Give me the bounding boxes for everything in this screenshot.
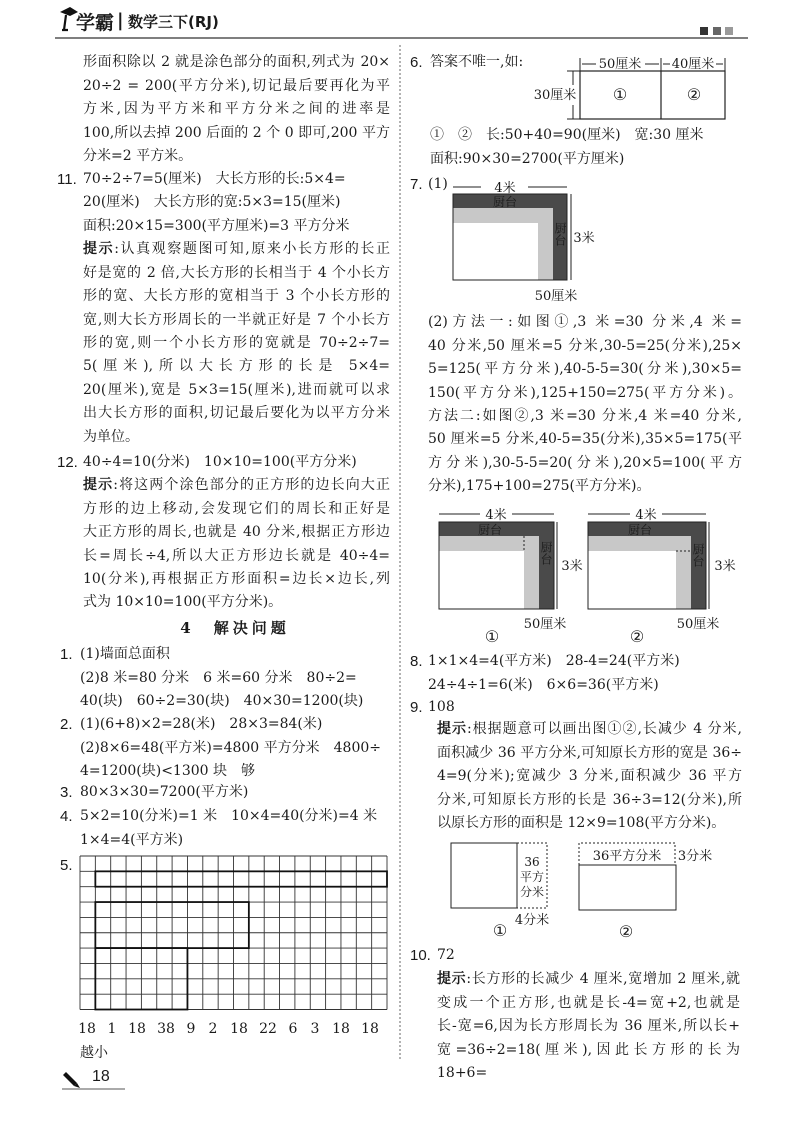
dim-label: 50厘米 — [598, 57, 642, 72]
q5-answer: 22 — [259, 1021, 277, 1037]
text-line: 40 分米,50 厘米=5 分米,30-5=25(分米),25× — [428, 337, 742, 354]
area-label: 36 — [524, 855, 540, 869]
text-line: 分米,可知原长方形的长是 36÷3=12(分米),所 — [437, 791, 742, 808]
text-line: 50 厘米=5 分米,40-5=35(分米),35×5=175(平 — [428, 431, 742, 448]
q5-answer: 38 — [157, 1021, 175, 1037]
section-heading: 4 解决问题 — [180, 619, 290, 637]
question-number: 11. — [57, 171, 77, 189]
q5-answer: 2 — [208, 1021, 218, 1037]
header-square — [700, 27, 708, 35]
dim-label: 3米 — [714, 559, 736, 574]
text-line: 形的宽,则一个小长方形的宽就是 70÷2÷7= — [83, 334, 390, 351]
hint-text: :根据题意可以画出图①②,长减少 4 分米, — [466, 721, 742, 738]
text-line: (1)(6+8)×2=28(米) 28×3=84(米) — [80, 716, 323, 733]
drawn-rectangles — [95, 871, 387, 1009]
text-line: 出大长方形的面积,切记最后要化为以平方分米 — [83, 405, 390, 422]
counter-label: 厨台 — [627, 523, 653, 537]
text-line: (2)8 米=80 分米 6 米=60 分米 80÷2= — [80, 669, 357, 686]
text-line: 大正方形的周长,也就是 40 分米,根据正方形边 — [83, 524, 390, 541]
q9-figure-one — [451, 843, 549, 940]
text-line: 24÷4÷1=6(米) 6×6=36(平方米) — [428, 676, 659, 693]
text-line: 长=周长÷4,所以大正方形边长就是 40÷4= — [83, 547, 390, 564]
text-line: 4=9(分米);宽减少 3 分米,面积减少 36 平方 — [437, 768, 742, 785]
counter-label: 厨台 — [492, 195, 518, 209]
area-label: 分米 — [519, 885, 545, 899]
book-title: 数学三下(RJ) — [128, 13, 219, 31]
q5-answer: 9 — [186, 1021, 196, 1037]
text-line: ① ② 长:50+40=90(厘米) 宽:30 厘米 — [430, 127, 704, 144]
text-line: 20÷2 = 200(平方分米),切记最后要再化为平 — [83, 77, 390, 94]
text-line: 150(平方分米),125+150=275(平方分米)。 — [428, 384, 742, 401]
dim-label: 4米 — [485, 508, 507, 523]
dim-label: 30厘米 — [533, 88, 577, 103]
q6-rectangle-figure — [534, 56, 725, 119]
text-line — [437, 968, 740, 991]
rectangle-1x19 — [95, 871, 387, 886]
dim-label: 50厘米 — [523, 617, 567, 632]
text-line: 72 — [437, 947, 455, 964]
text-line: 20(厘米),宽是 5×3=15(厘米),进而就可以求 — [83, 381, 390, 398]
hint-label: 提示 — [437, 721, 467, 738]
figure-label: ② — [618, 922, 634, 941]
text-line: 方分米),30-5-5=20(分米),20×5=100(平方 — [428, 454, 742, 471]
question-number: 3. — [60, 784, 73, 802]
kitchen-counter-figure — [453, 180, 595, 304]
header-separator: | — [117, 10, 124, 31]
brand-logo: 学霸 — [76, 12, 115, 34]
dim-label: 50厘米 — [534, 289, 578, 304]
text-line: 宽,则大长方形周长的一半就正好是 7 个小长方 — [83, 311, 390, 328]
text-line: (1) — [428, 176, 448, 193]
area-label: 平方 — [519, 870, 545, 884]
text-line: 方米,因为平方米和平方分米之间的进率是 — [83, 101, 390, 118]
text-line: 4=1200(块)<1300 块 够 — [80, 763, 255, 780]
text-line: 40÷4=10(分米) 10×10=100(平方分米) — [83, 454, 357, 471]
text-line: 100,所以去掉 200 后面的 2 个 0 即可,200 平方 — [83, 124, 390, 141]
text-line — [437, 718, 742, 741]
question-number: 6. — [410, 54, 423, 72]
text-line: 40(块) 60÷2=30(块) 40×30=1200(块) — [80, 693, 364, 710]
question-number: 2. — [60, 716, 73, 734]
question-number: 9. — [410, 699, 423, 717]
region-label: ① — [612, 85, 628, 104]
q9-figure-two — [579, 843, 712, 941]
hint-label: 提示 — [437, 971, 467, 988]
figure-label: ① — [492, 921, 508, 940]
text-line: 80×3×30=7200(平方米) — [80, 784, 249, 801]
dim-label: 3分米 — [677, 849, 713, 864]
hint-text: :将这两个涂色部分的正方形的边长向大正 — [113, 477, 391, 494]
text-line: 5(厘米),所以大长方形的长是 5×4= — [83, 358, 390, 375]
text-line: (1)墙面总面积 — [80, 646, 170, 663]
area-label: 36平方分米 — [592, 849, 662, 864]
text-line: 面积减少 36 平方分米,可知原长方形的宽是 36÷ — [437, 744, 742, 761]
q5-conclusion: 越小 — [80, 1045, 108, 1061]
dim-label: 3米 — [561, 559, 583, 574]
text-line: 1×1×4=4(平方米) 28-4=24(平方米) — [428, 653, 680, 670]
text-line: 答案不唯一,如: — [430, 54, 524, 71]
figure-label: ② — [629, 627, 645, 646]
hint-text: :长方形的长减少 4 厘米,宽增加 2 厘米,就 — [466, 971, 741, 988]
text-line: 形的宽、大长方形的宽相当于 3 个小长方形的 — [83, 288, 390, 305]
counter-label: 厨台 — [691, 543, 705, 567]
pencil-icon — [63, 1072, 80, 1088]
dim-label: 50厘米 — [676, 617, 720, 632]
text-line: (2)方法一:如图①,3 米=30 分米,4 米= — [428, 314, 742, 331]
question-number: 7. — [410, 176, 423, 194]
text-line: 好是宽的 2 倍,大长方形的长相当于 4 个小长方 — [83, 264, 390, 281]
text-line: 式为 10×10=100(平方分米)。 — [83, 594, 283, 611]
text-line: 20(厘米) 大长方形的宽:5×3=15(厘米) — [83, 194, 341, 211]
text-line: 宽=36÷2=18(厘米),因此长方形的长为 18+6= — [437, 1041, 740, 1081]
text-line: 方形的边上移动,会发现它们的周长和正好是 — [83, 500, 390, 517]
question-number: 10. — [410, 947, 431, 965]
dim-label: 4米 — [494, 181, 516, 196]
header-square — [725, 27, 733, 35]
q5-answer: 3 — [310, 1021, 320, 1037]
text-line: 方法二:如图②,3 米=30 分米,4 米=40 分米, — [428, 407, 742, 424]
text-line — [83, 238, 390, 261]
hint-text: :认真观察题图可知,原来小长方形的长正 — [114, 241, 390, 258]
question-number: 4. — [60, 808, 73, 826]
q5-answer: 18 — [230, 1021, 248, 1037]
text-line: 形面积除以 2 就是涂色部分的面积,列式为 20× — [83, 54, 390, 71]
q5-answer: 18 — [332, 1021, 350, 1037]
counter-label: 厨台 — [553, 222, 567, 246]
hint-label: 提示 — [83, 241, 115, 258]
dim-label: 3米 — [573, 231, 595, 246]
q5-answer: 18 — [361, 1021, 379, 1037]
question-number: 1. — [60, 646, 73, 664]
q5-answer-row — [78, 1021, 379, 1037]
dim-label: 40厘米 — [671, 57, 715, 72]
text-line — [83, 474, 390, 497]
header-square — [713, 27, 721, 35]
text-line: (2)8×6=48(平方米)=4800 平方分米 4800÷ — [80, 739, 382, 756]
method-one-figure — [439, 507, 583, 646]
text-line: 70÷2÷7=5(厘米) 大长方形的长:5×4= — [83, 171, 346, 188]
q5-answer: 18 — [78, 1021, 96, 1037]
text-line: 面积:20×15=300(平方厘米)=3 平方分米 — [83, 218, 350, 235]
counter-label: 厨台 — [477, 523, 503, 537]
region-label: ② — [686, 85, 702, 104]
text-line: 为单位。 — [83, 428, 139, 445]
text-line: 5=125(平方分米),40-5-5=30(分米),30×5= — [428, 361, 742, 378]
question-number: 5. — [60, 857, 73, 875]
text-line: 变成一个正方形,也就是长-4=宽+2,也就是 — [437, 994, 740, 1011]
method-two-figure — [588, 507, 736, 646]
q5-answer: 6 — [288, 1021, 298, 1037]
text-line: 分米),175+100=275(平方分米)。 — [428, 478, 651, 495]
text-line: 1×4=4(平方米) — [80, 831, 184, 848]
text-line: 面积:90×30=2700(平方厘米) — [430, 150, 625, 167]
text-line: 分米=2 平方米。 — [83, 147, 193, 164]
text-line: 10(分米),再根据正方形面积=边长×边长,列 — [83, 570, 390, 587]
dim-label: 4米 — [635, 508, 657, 523]
text-line: 长-宽=6,因为长方形周长为 36 厘米,所以长+ — [437, 1018, 740, 1035]
hint-label: 提示 — [83, 477, 114, 494]
q5-answer: 18 — [128, 1021, 146, 1037]
question-number: 12. — [57, 454, 78, 472]
question-number: 8. — [410, 653, 423, 671]
text-line: 5×2=10(分米)=1 米 10×4=40(分米)=4 米 — [80, 808, 378, 825]
square-grid — [80, 856, 387, 1010]
text-line: 108 — [428, 699, 455, 716]
text-line: 以原长方形的面积是 12×9=108(平方分米)。 — [437, 814, 726, 831]
dim-label: 4分米 — [514, 913, 550, 928]
figure-label: ① — [484, 627, 500, 646]
page-number: 18 — [92, 1068, 110, 1085]
counter-label: 厨台 — [539, 541, 553, 565]
q5-answer: 1 — [107, 1021, 117, 1037]
